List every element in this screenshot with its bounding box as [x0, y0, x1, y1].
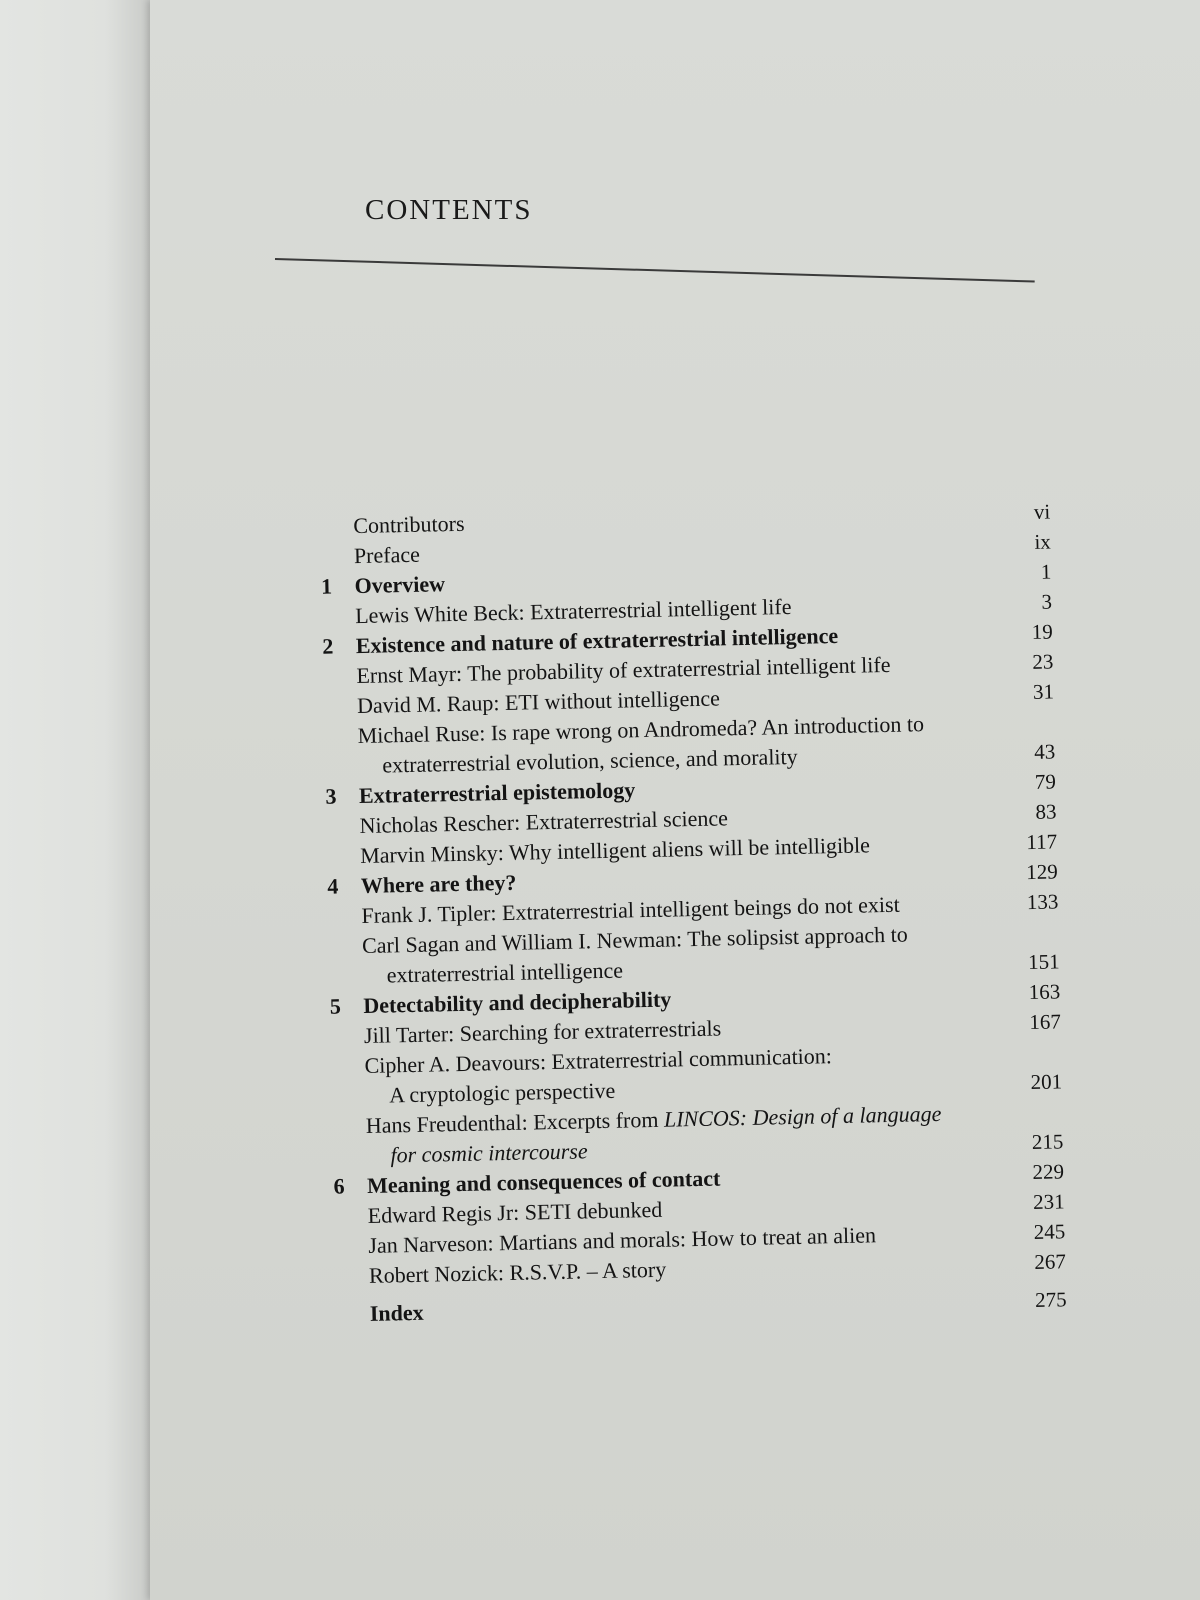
chapter-number: 4	[327, 873, 339, 899]
page-number: 245	[1033, 1219, 1066, 1244]
chapter-number	[316, 811, 346, 812]
chapter-number	[321, 1021, 351, 1022]
page-number: 163	[1028, 979, 1061, 1005]
chapter-title: Existence and nature of extraterrestrial intelligence	[355, 622, 839, 659]
index-title: Index	[369, 1299, 424, 1326]
entry-title-line1: Michael Ruse: Is rape wrong on Andromeda? An introduction to	[357, 711, 925, 749]
entry-title: Lewis White Beck: Extraterrestrial intelligent life	[354, 593, 792, 629]
facing-page	[0, 0, 150, 1600]
entry-title: Jill Tarter: Searching for extraterrestrials	[363, 1015, 722, 1048]
chapter-number	[311, 541, 341, 542]
page-number: 79	[1034, 769, 1057, 794]
chapter-number: 3	[325, 783, 337, 809]
page-number: ix	[1034, 529, 1052, 554]
entry-title-line2: extraterrestrial intelligence	[386, 957, 624, 988]
entry-title: David M. Raup: ETI without intelligence	[356, 685, 721, 719]
entry-title: Frank J. Tipler: Extraterrestrial intelligent beings do not exist	[361, 891, 900, 929]
page-number: 23	[1032, 649, 1054, 674]
chapter-title: Where are they?	[360, 869, 517, 899]
page-number: 229	[1032, 1159, 1065, 1185]
page-number: 43	[1033, 739, 1056, 764]
chapter-number	[326, 1261, 356, 1262]
chapter-number	[318, 901, 348, 902]
entry-title-line2: extraterrestrial evolution, science, and morality	[382, 743, 798, 778]
entry-title-line1: Cipher A. Deavours: Extraterrestrial communication:	[364, 1043, 833, 1078]
chapter-number	[310, 511, 340, 512]
page-number: 201	[1030, 1069, 1063, 1095]
chapter-number	[313, 661, 343, 662]
entry-title: Jan Narveson: Martians and morals: How to treat an alien	[368, 1222, 877, 1258]
chapter-number: 2	[322, 633, 334, 659]
page-number: 19	[1031, 619, 1053, 644]
chapter-title: Meaning and consequences of contact	[366, 1165, 721, 1198]
entry-title: Edward Regis Jr: SETI debunked	[367, 1196, 663, 1228]
chapter-number	[327, 1299, 357, 1300]
page-number: 151	[1027, 949, 1060, 975]
chapter-number	[319, 931, 349, 932]
page-number: 133	[1026, 889, 1059, 915]
page-number: 83	[1035, 799, 1057, 824]
entry-title: Marvin Minsky: Why intelligent aliens will be intelligible	[359, 832, 871, 869]
entry-title: Ernst Mayr: The probability of extraterrestrial intelligent life	[356, 651, 891, 689]
contents-heading: CONTENTS	[365, 194, 533, 226]
entry-title-line2: A cryptologic perspective	[388, 1077, 616, 1108]
page-number: 31	[1032, 679, 1055, 704]
page-number: 167	[1029, 1009, 1062, 1035]
chapter-number	[314, 691, 344, 692]
page-number: 129	[1025, 859, 1058, 885]
chapter-title: Overview	[354, 571, 446, 599]
chapter-number	[317, 841, 347, 842]
chapter-number: 5	[329, 993, 342, 1019]
chapter-number	[314, 721, 344, 722]
page-number: 1	[1040, 559, 1052, 584]
entry-title: Nicholas Rescher: Extraterrestrial science	[359, 805, 729, 839]
page-number: 117	[1026, 829, 1058, 855]
chapter-title: Detectability and decipherability	[363, 986, 672, 1018]
chapter-number: 6	[333, 1173, 345, 1199]
chapter-number	[323, 1111, 353, 1112]
chapter-number	[321, 1051, 351, 1052]
chapter-number	[324, 1201, 354, 1202]
page-number: 267	[1034, 1249, 1067, 1274]
page-number: 215	[1031, 1129, 1064, 1155]
entry-title-line1: Carl Sagan and William I. Newman: The solipsist approach to	[361, 921, 908, 959]
chapter-number	[325, 1231, 355, 1232]
entry-title-line1: Hans Freudenthal: Excerpts from	[365, 1106, 665, 1138]
entry-title: Robert Nozick: R.S.V.P. – A story	[368, 1256, 667, 1288]
entry-title: Contributors	[353, 510, 465, 539]
chapter-number: 1	[320, 573, 333, 599]
chapter-title: Extraterrestrial epistemology	[358, 777, 636, 809]
page-number: 231	[1032, 1189, 1065, 1215]
page-number: vi	[1033, 499, 1051, 524]
table-of-contents	[310, 496, 1087, 1330]
entry-title-line2: for cosmic intercourse	[390, 1138, 588, 1168]
chapter-number	[312, 601, 342, 602]
entry-title-italic: LINCOS: Design of a language	[663, 1100, 942, 1132]
page-number: 3	[1041, 589, 1053, 614]
entry-title: Preface	[353, 541, 421, 569]
page-number: 275	[1034, 1287, 1067, 1312]
